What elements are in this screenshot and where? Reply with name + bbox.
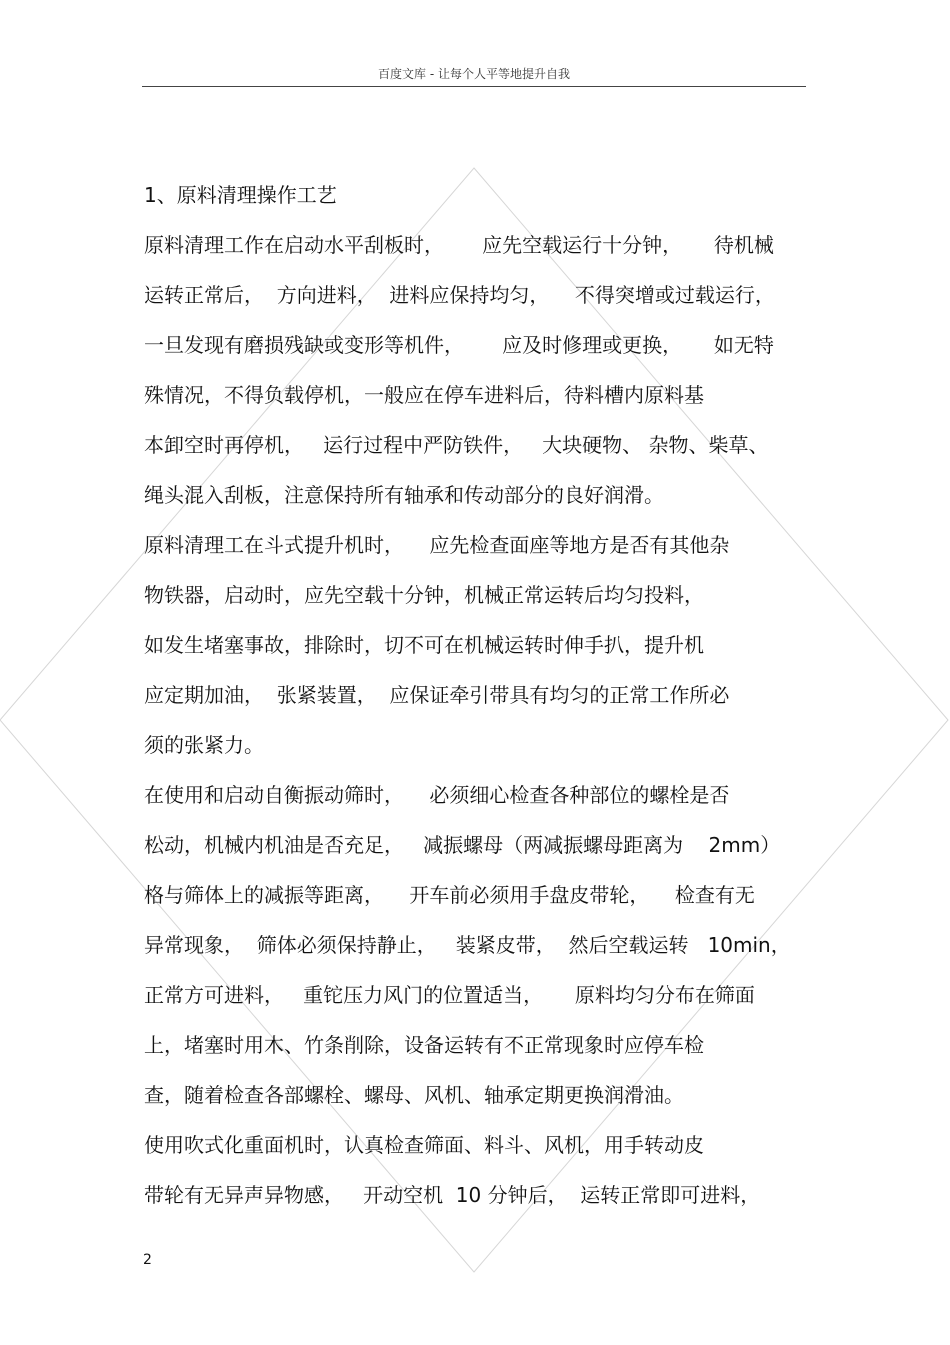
text-line: 应定期加油， 张紧装置， 应保证牵引带具有均匀的正常工作所必 [144, 683, 730, 707]
page-header [142, 64, 806, 87]
text-line: 本卸空时再停机， 运行过程中严防铁件， 大块硬物、 杂物、柴草、 [144, 433, 769, 457]
text-line: 殊情况，不得负载停机，一般应在停车进料后，待料槽内原料基 [144, 383, 704, 407]
section-heading: 1、原料清理操作工艺 [144, 183, 337, 207]
text-line: 格与筛体上的减振等距离， 开车前必须用手盘皮带轮， 检查有无 [144, 883, 755, 907]
page-number: 2 [143, 1252, 152, 1268]
text-line: 运转正常后， 方向进料， 进料应保持均匀， 不得突增或过载运行， [144, 283, 775, 307]
text-line: 绳头混入刮板，注意保持所有轴承和传动部分的良好润滑。 [144, 483, 664, 507]
header-text: 百度文库 - 让每个人平等地提升自我 [378, 67, 570, 81]
text-line: 上，堵塞时用木、竹条削除，设备运转有不正常现象时应停车检 [144, 1033, 704, 1057]
text-line: 查，随着检查各部螺栓、螺母、风机、轴承定期更换润滑油。 [144, 1083, 684, 1107]
document-body [144, 170, 808, 1220]
text-line: 带轮有无异声异物感， 开动空机 10 分钟后， 运转正常即可进料， [144, 1183, 761, 1207]
text-line: 原料清理工在斗式提升机时， 应先检查面座等地方是否有其他杂 [144, 533, 730, 557]
text-line: 在使用和启动自衡振动筛时， 必须细心检查各种部位的螺栓是否 [144, 783, 730, 807]
text-line: 一旦发现有磨损残缺或变形等机件， 应及时修理或更换， 如无特 [144, 333, 774, 357]
text-line: 须的张紧力。 [144, 733, 264, 757]
text-line: 正常方可进料， 重铊压力风门的位置适当， 原料均匀分布在筛面 [144, 983, 755, 1007]
text-line: 异常现象， 筛体必须保持静止， 装紧皮带， 然后空载运转 10min， [144, 933, 791, 957]
text-line: 物铁器，启动时，应先空载十分钟，机械正常运转后均匀投料， [144, 583, 704, 607]
text-line: 松动，机械内机油是否充足， 减振螺母（两减振螺母距离为 2mm） [144, 833, 781, 857]
text-line: 如发生堵塞事故，排除时，切不可在机械运转时伸手扒，提升机 [144, 633, 704, 657]
text-line: 使用吹式化重面机时，认真检查筛面、料斗、风机，用手转动皮 [144, 1133, 704, 1157]
text-line: 原料清理工作在启动水平刮板时， 应先空载运行十分钟， 待机械 [144, 233, 774, 257]
